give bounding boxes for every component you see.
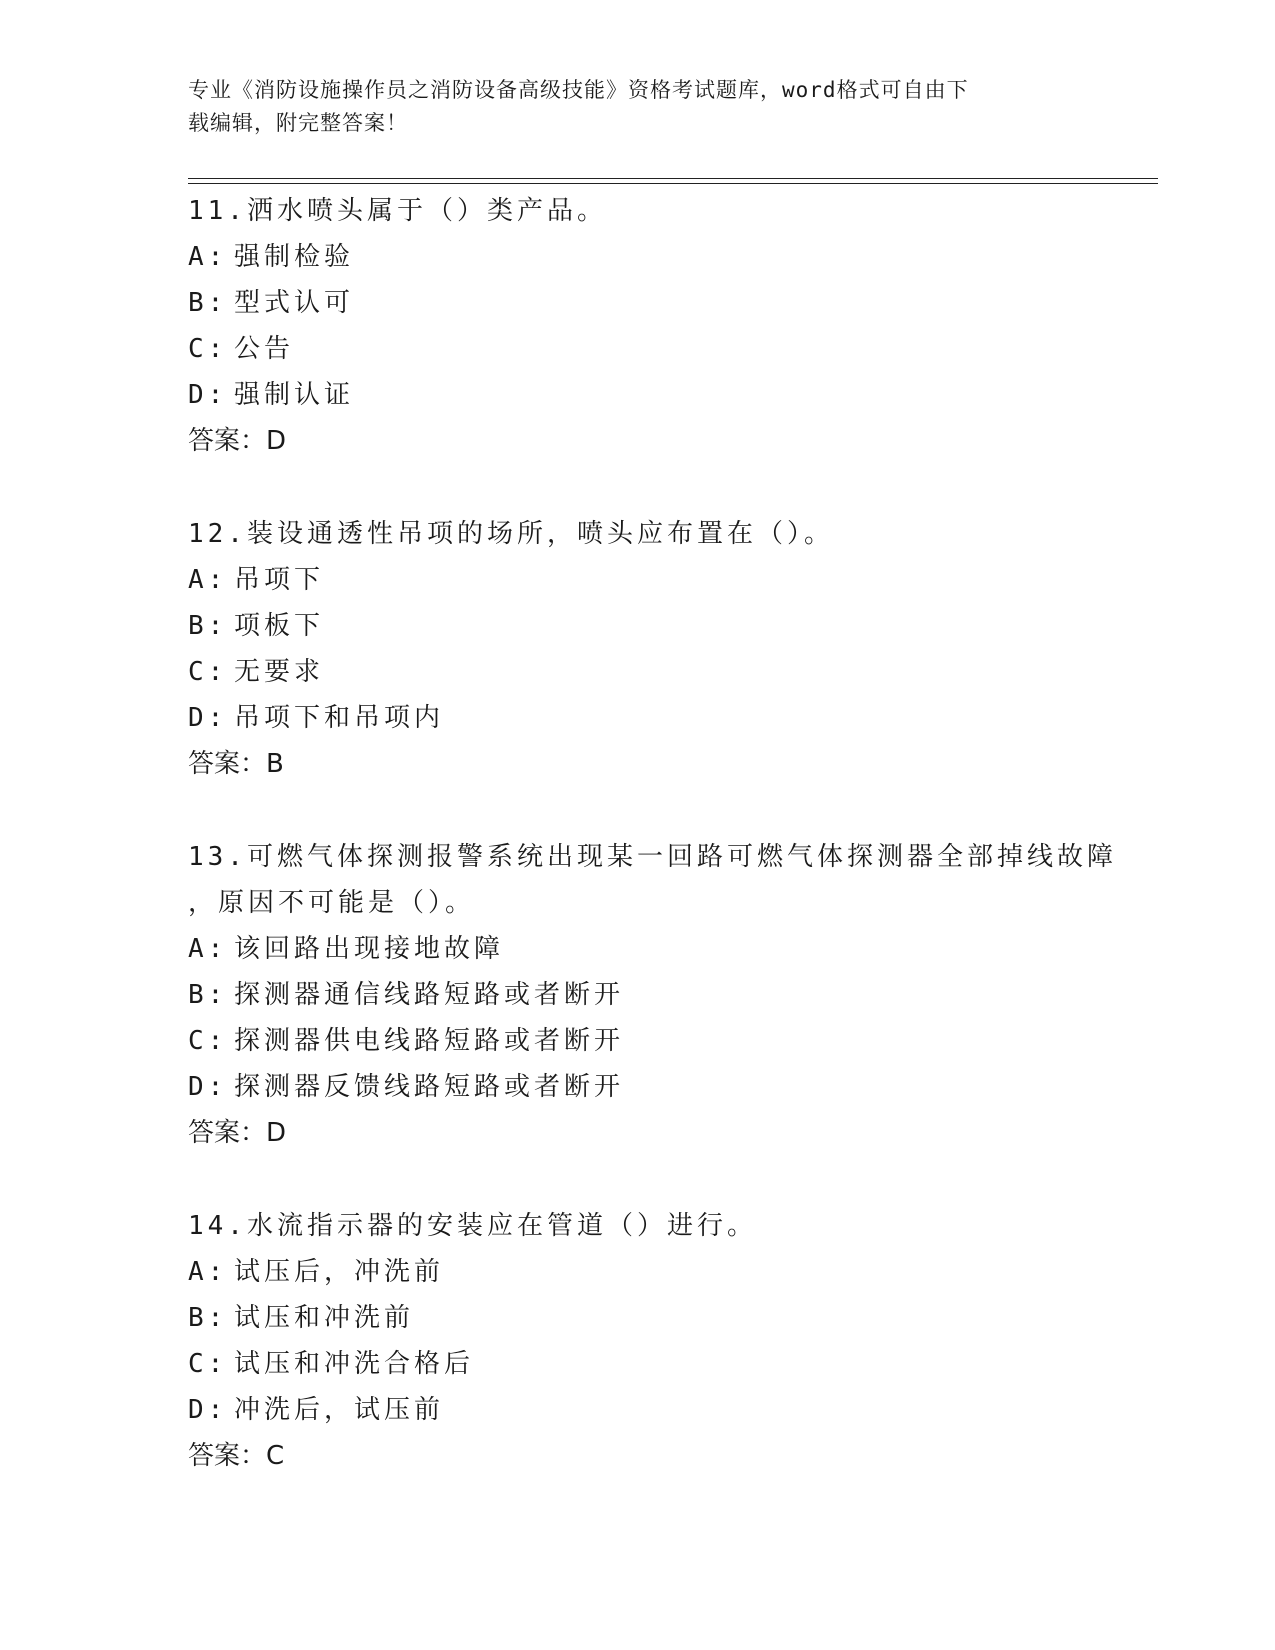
option-letter: A: [188, 1257, 228, 1287]
header-line-1: 专业《消防设施操作员之消防设备高级技能》资格考试题库，word格式可自由下 [188, 78, 969, 102]
option-a [188, 557, 1088, 603]
option-text: 强制检验 [234, 242, 355, 272]
option-text: 探测器供电线路短路或者断开 [234, 1026, 625, 1056]
option-c [188, 649, 1088, 695]
option-text: 吊项下和吊项内 [234, 703, 445, 733]
option-letter: B: [188, 1303, 228, 1333]
answer: 答案：C [188, 1441, 285, 1471]
option-letter: A: [188, 565, 228, 595]
option-a [188, 234, 1088, 280]
question-stem: 13.可燃气体探测报警系统出现某一回路可燃气体探测器全部掉线故障 [188, 842, 1117, 872]
question-14 [188, 1203, 1088, 1479]
question-13 [188, 834, 1117, 1156]
option-c [188, 1018, 1088, 1064]
question-11 [188, 188, 1088, 464]
option-letter: D: [188, 380, 228, 410]
document-header [188, 74, 1088, 140]
option-letter: D: [188, 703, 228, 733]
option-letter: A: [188, 934, 228, 964]
option-d [188, 1387, 1088, 1433]
option-text: 型式认可 [234, 288, 355, 318]
question-stem: 12.装设通透性吊项的场所，喷头应布置在（）。 [188, 519, 834, 549]
option-b [188, 280, 1088, 326]
option-letter: D: [188, 1072, 228, 1102]
answer: 答案：D [188, 426, 287, 456]
header-divider-bottom [188, 183, 1158, 184]
option-letter: C: [188, 657, 228, 687]
option-text: 探测器反馈线路短路或者断开 [234, 1072, 625, 1102]
option-text: 冲洗后，试压前 [234, 1395, 445, 1425]
option-d [188, 372, 1088, 418]
question-stem: 14.水流指示器的安装应在管道（）进行。 [188, 1211, 757, 1241]
option-text: 强制认证 [234, 380, 355, 410]
question-stem: 11.洒水喷头属于（）类产品。 [188, 196, 607, 226]
question-stem-continuation: ，原因不可能是（）。 [188, 888, 476, 918]
option-c [188, 326, 1088, 372]
header-line-2: 载编辑，附完整答案！ [188, 111, 408, 135]
question-list [188, 188, 1117, 1526]
option-letter: B: [188, 611, 228, 641]
answer: 答案：D [188, 1118, 287, 1148]
option-letter: B: [188, 980, 228, 1010]
option-text: 试压和冲洗前 [234, 1303, 415, 1333]
option-text: 探测器通信线路短路或者断开 [234, 980, 625, 1010]
option-letter: C: [188, 334, 228, 364]
answer: 答案：B [188, 749, 284, 779]
option-b [188, 603, 1088, 649]
option-text: 项板下 [234, 611, 325, 641]
option-text: 公告 [234, 334, 295, 364]
option-letter: C: [188, 1026, 228, 1056]
option-letter: C: [188, 1349, 228, 1379]
option-b [188, 1295, 1088, 1341]
option-text: 试压后，冲洗前 [234, 1257, 445, 1287]
option-letter: D: [188, 1395, 228, 1425]
header-divider-top [188, 178, 1158, 179]
option-text: 无要求 [234, 657, 325, 687]
option-b [188, 972, 1088, 1018]
option-c [188, 1341, 1088, 1387]
option-text: 吊项下 [234, 565, 325, 595]
option-a [188, 1249, 1088, 1295]
option-d [188, 695, 1088, 741]
option-letter: B: [188, 288, 228, 318]
option-a [188, 926, 1088, 972]
question-12 [188, 511, 1088, 787]
option-text: 该回路出现接地故障 [234, 934, 505, 964]
option-d [188, 1064, 1088, 1110]
option-letter: A: [188, 242, 228, 272]
option-text: 试压和冲洗合格后 [234, 1349, 475, 1379]
